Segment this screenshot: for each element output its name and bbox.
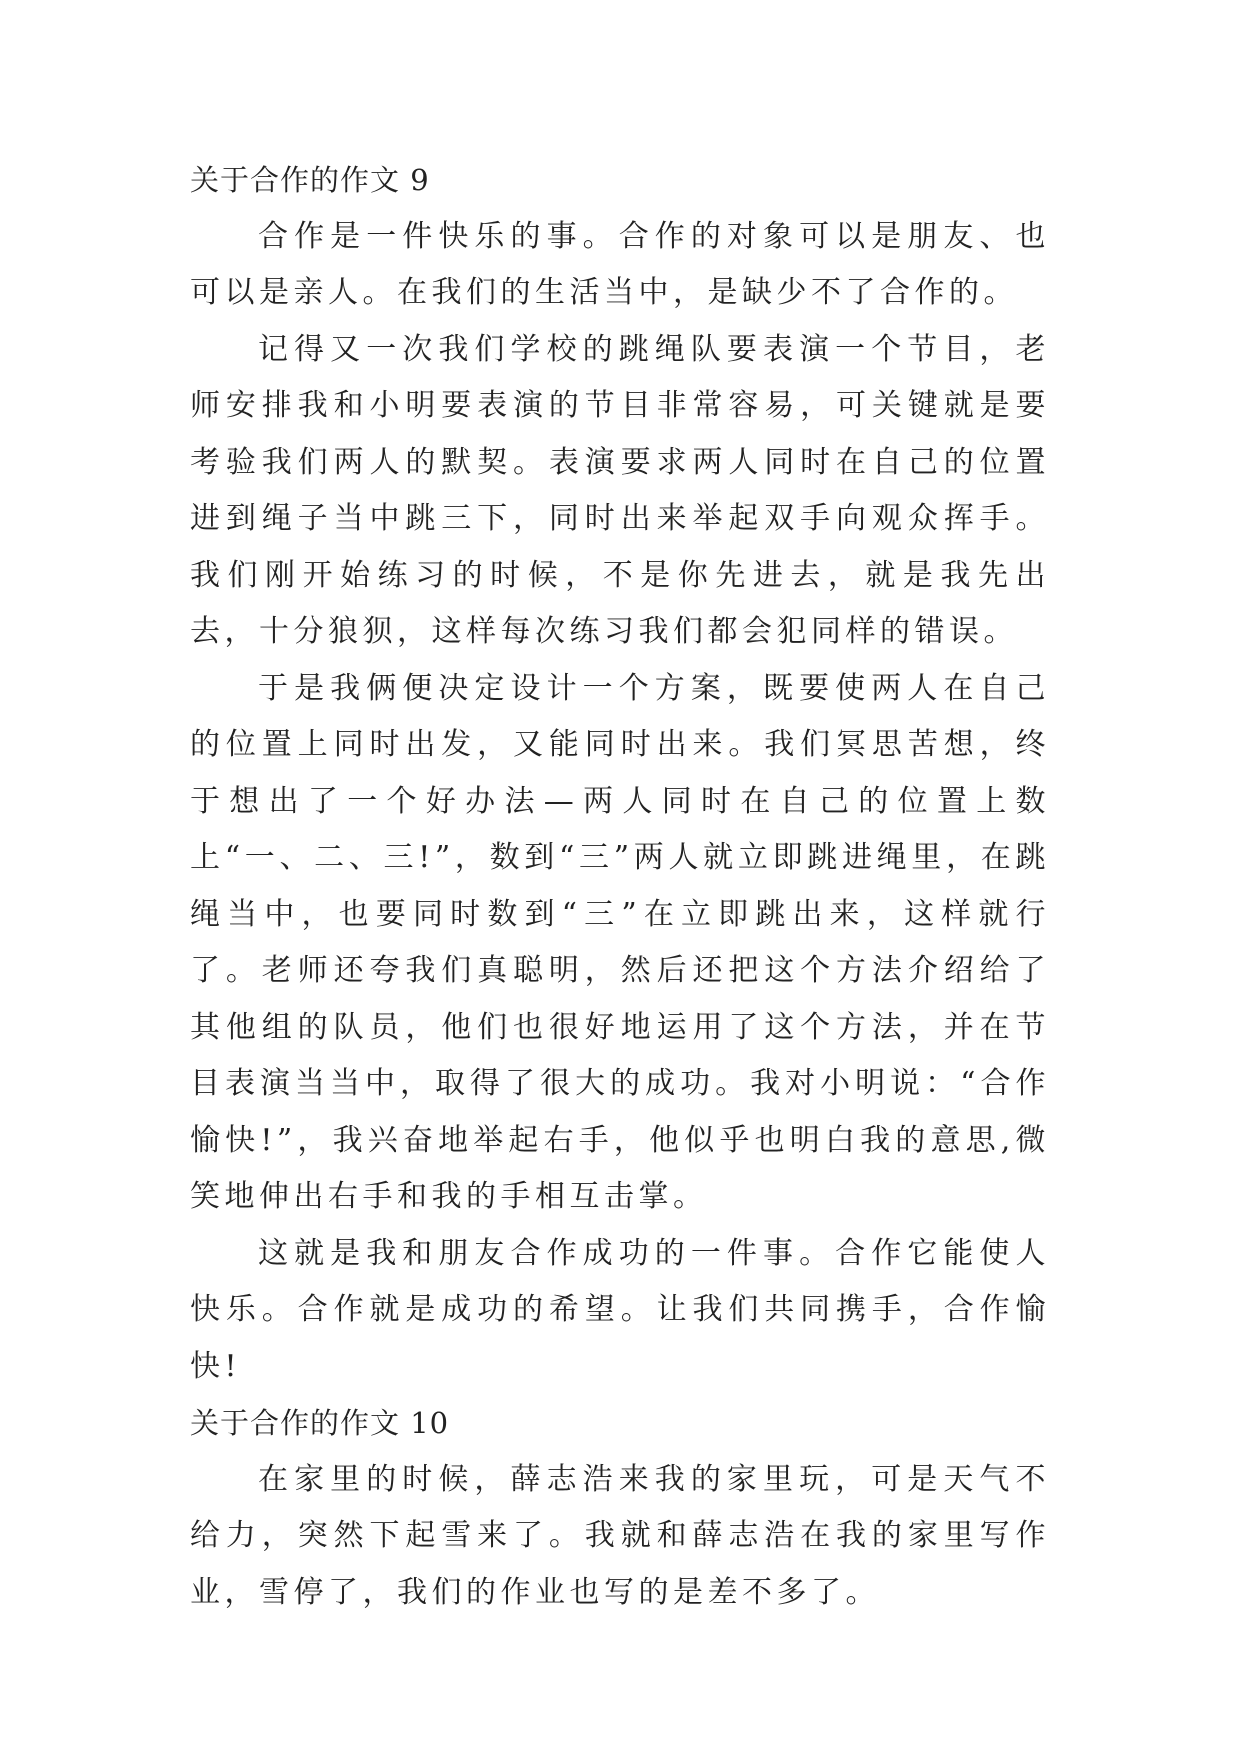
essay-9-paragraph-3: 于是我俩便决定设计一个方案，既要使两人在自己的位置上同时出发，又能同时出来。我们冥思苦想，终于想出了一个好办法—两人同时在自己的位置上数上“一、二、三!”，数到“三”两人就立即跳进绳里，在跳绳当中，也要同时数到“三”在立即跳出来，这样就行了。老师还夸我们真聪明，然后还把这个方法介绍给了其他组的队员，他们也很好地运用了这个方法，并在节目表演当当中，取得了很大的成功。我对小明说：“合作愉快!”，我兴奋地举起右手，他似乎也明白我的意思,微笑地伸出右手和我的手相互击掌。 — [190, 670, 1050, 1214]
essay-9-title: 关于合作的作文 9 — [190, 163, 430, 197]
essay-9-paragraph-2: 记得又一次我们学校的跳绳队要表演一个节目，老师安排我和小明要表演的节目非常容易，可关键就是要考验我们两人的默契。表演要求两人同时在自己的位置进到绳子当中跳三下，同时出来举起双手向观众挥手。我们刚开始练习的时候，不是你先进去，就是我先出去，十分狼狈，这样每次练习我们都会犯同样的错误。 — [190, 331, 1050, 649]
essay-10-paragraph-1: 在家里的时候，薛志浩来我的家里玩，可是天气不给力，突然下起雪来了。我就和薛志浩在我的家里写作业，雪停了，我们的作业也写的是差不多了。 — [190, 1461, 1050, 1610]
essay-9-paragraph-1: 合作是一件快乐的事。合作的对象可以是朋友、也可以是亲人。在我们的生活当中，是缺少不了合作的。 — [190, 218, 1050, 310]
document-body — [190, 152, 1050, 1621]
essay-10-title: 关于合作的作文 10 — [190, 1406, 450, 1440]
essay-9-paragraph-4: 这就是我和朋友合作成功的一件事。合作它能使人快乐。合作就是成功的希望。让我们共同携手，合作愉快! — [190, 1235, 1050, 1384]
